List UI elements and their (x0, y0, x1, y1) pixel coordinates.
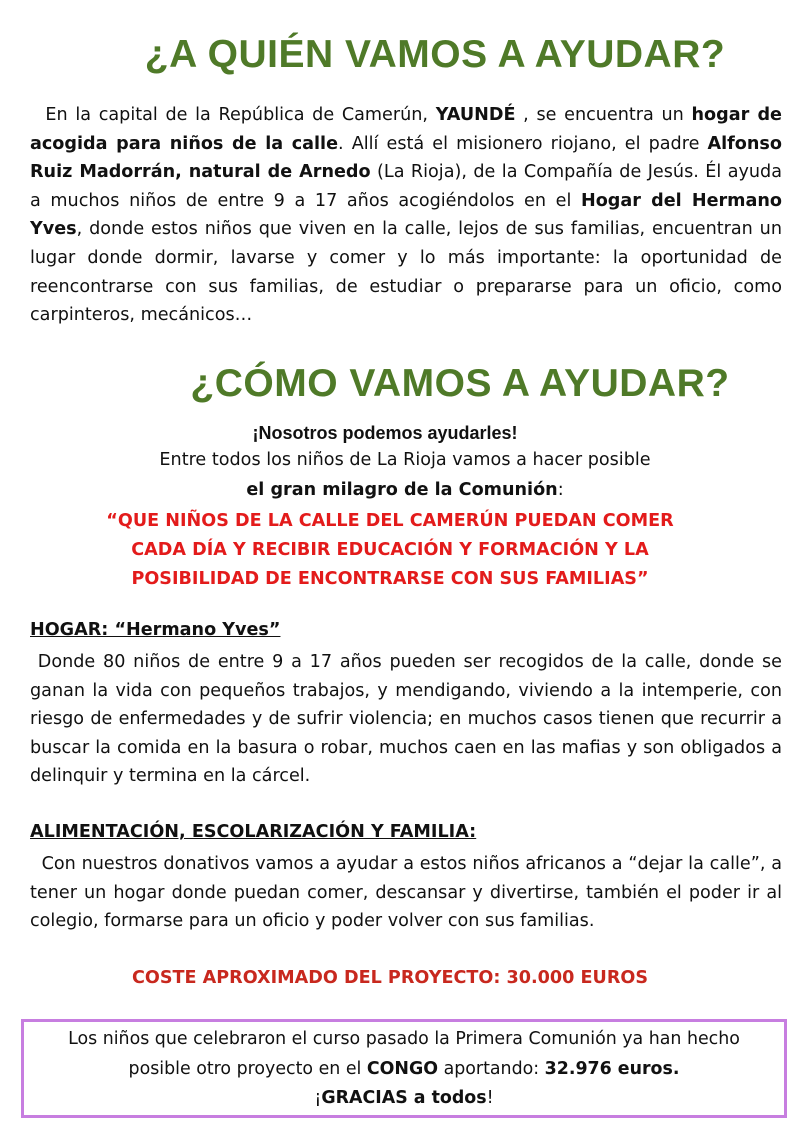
milagro-colon: : (557, 480, 564, 500)
red-slogan-line-1: “QUE NIÑOS DE LA CALLE DEL CAMERÚN PUEDAN COMER (106, 511, 674, 531)
intro-text-5: , donde estos niños que viven en la calle, lejos de sus familias, encuentran un lugar donde dormir, lavarse y comer y lo más importante: la oportunidad de reencontrarse con sus familias, de estudiar o prepararse para un oficio, como carpinteros, mecánicos… (30, 219, 782, 326)
red-slogan-line-3: POSIBILIDAD DE ENCONTRARSE CON SUS FAMILIAS” (131, 568, 649, 589)
intro-bold-alfonso: Alfonso Ruiz Madorrán, natural de Arnedo (30, 133, 782, 183)
project-cost: COSTE APROXIMADO DEL PROYECTO: 30.000 EUROS (131, 968, 648, 988)
milagro-line (0, 480, 810, 500)
thanks-box (21, 1019, 787, 1118)
alimentacion-paragraph (30, 850, 782, 936)
title-quien-vamos-a-ayudar: ¿A QUIÉN VAMOS A AYUDAR? (144, 33, 726, 76)
milagro-bold: el gran milagro de la Comunión (246, 480, 558, 500)
hogar-heading: HOGAR: “Hermano Yves” (30, 620, 281, 640)
congo-bold: CONGO (366, 1059, 439, 1079)
intro-text-3: . Allí está el misionero riojano, el padre (338, 133, 708, 154)
alimentacion-heading: ALIMENTACIÓN, ESCOLARIZACIÓN Y FAMILIA: (30, 822, 477, 842)
hogar-text: Donde 80 niños de entre 9 a 17 años pueden ser recogidos de la calle, donde se ganan la vida con pequeños trabajos, y mendigando, viviendo a la intemperie, con riesgo de enfermedades y de sufrir violencia; en muchos casos tienen que recurrir a buscar la comida en la basura o robar, muchos caen en las mafias y son obligados a delinquir y termina en la cárcel. (30, 652, 782, 787)
thanks-close-excl: ! (486, 1088, 494, 1108)
thanks-line-2-c: aportando: (438, 1059, 545, 1079)
nosotros-podemos-line: ¡Nosotros podemos ayudarles! (252, 423, 518, 443)
intro-text-2: , se encuentra un (515, 105, 692, 125)
hogar-paragraph (30, 648, 782, 791)
intro-paragraph (30, 101, 782, 330)
alimentacion-text: Con nuestros donativos vamos a ayudar a estos niños africanos a “dejar la calle”, a tener un hogar donde puedan comer, descansar y divertirse, también el poder ir al colegio, formarse para un oficio y poder volver con sus familias. (30, 854, 783, 932)
intro-text-1: En la capital de la República de Camerún, (45, 105, 436, 125)
thanks-line-2-a: posible otro proyecto en el (128, 1059, 367, 1079)
intro-bold-yaunde: YAUNDÉ (435, 105, 516, 125)
amount-bold: 32.976 euros. (544, 1059, 680, 1079)
red-slogan-line-2: CADA DÍA Y RECIBIR EDUCACIÓN Y FORMACIÓN Y LA (131, 539, 649, 560)
thanks-line-3 (24, 1088, 784, 1108)
entre-todos-line: Entre todos los niños de La Rioja vamos a hacer posible (159, 450, 651, 470)
thanks-line-1: Los niños que celebraron el curso pasado la Primera Comunión ya han hecho (68, 1029, 740, 1049)
red-slogan (0, 507, 780, 593)
intro-bold-hogar: hogar de acogida para niños de la calle (30, 105, 782, 154)
thanks-line-2 (24, 1059, 784, 1079)
intro-bold-hogar-yves: Hogar del Hermano Yves (30, 190, 782, 240)
thanks-open-excl: ¡ (314, 1088, 322, 1108)
title-como-vamos-a-ayudar: ¿CÓMO VAMOS A AYUDAR? (190, 362, 730, 405)
gracias-bold: GRACIAS a todos (321, 1088, 487, 1108)
intro-text-4: (La Rioja), de la Compañía de Jesús. Él ayuda a muchos niños de entre 9 a 17 años acogiéndolos en el (30, 162, 783, 211)
